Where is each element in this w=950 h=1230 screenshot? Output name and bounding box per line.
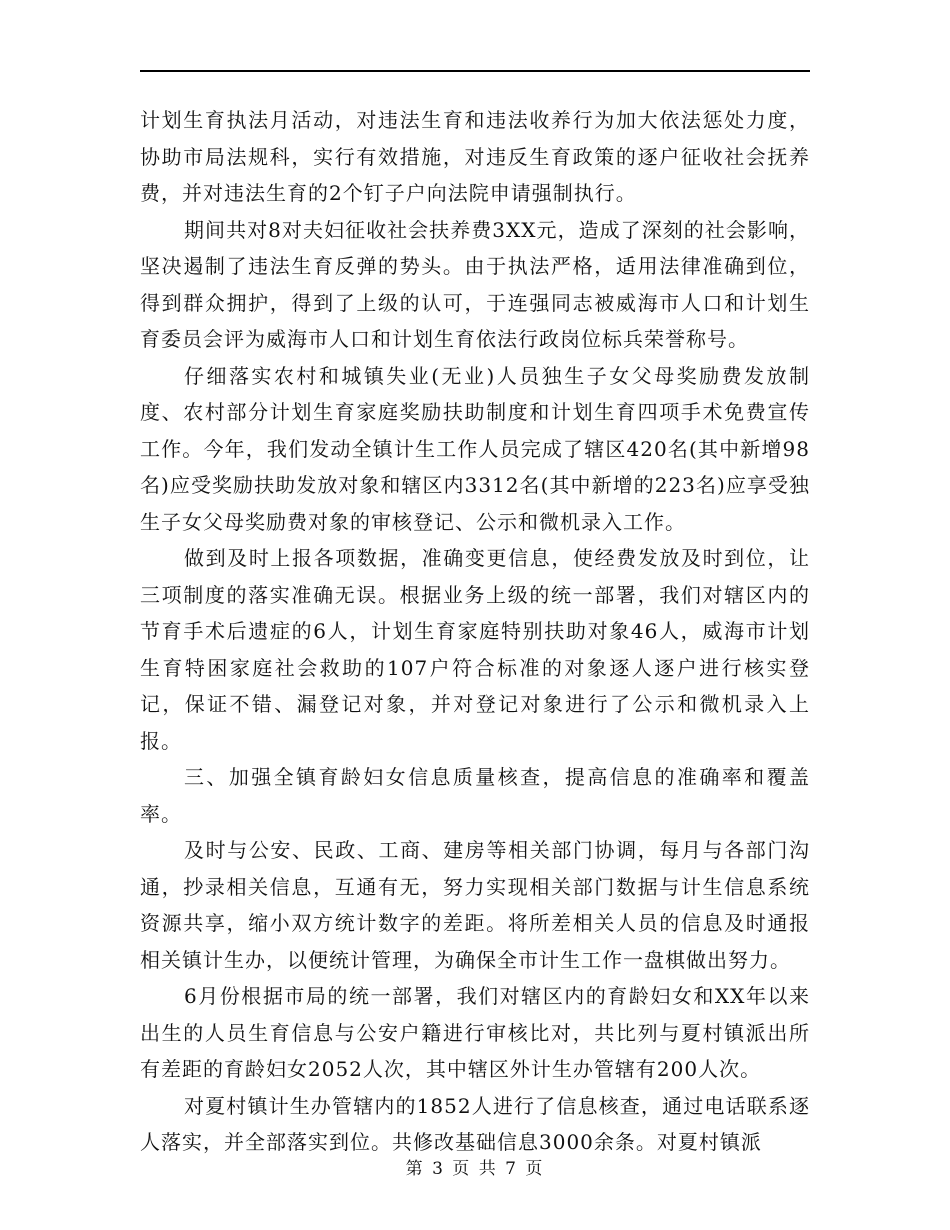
paragraph-4: 做到及时上报各项数据，准确变更信息，使经费发放及时到位，让三项制度的落实准确无误。根据业务上级的统一部署，我们对辖区内的节育手术后遗症的6人，计划生育家庭特别扶助对象46人，威海市计划生育特困家庭社会救助的107户符合标准的对象逐人逐户进行核实登记，保证不错、漏登记对象，并对登记对象进行了公示和微机录入上报。 <box>140 546 810 753</box>
page-footer: 第 3 页 共 7 页 <box>405 1159 545 1179</box>
paragraph-1: 计划生育执法月活动，对违法生育和违法收养行为加大依法惩处力度，协助市局法规科，实行有效措施，对违反生育政策的逐户征收社会抚养费，并对违法生育的2个钉子户向法院申请强制执行。 <box>140 108 810 205</box>
paragraph-2: 期间共对8对夫妇征收社会扶养费3XX元，造成了深刻的社会影响，坚决遏制了违法生育反弹的势头。由于执法严格，适用法律准确到位，得到群众拥护，得到了上级的认可，于连强同志被威海市人口和计划生育委员会评为威海市人口和计划生育依法行政岗位标兵荣誉称号。 <box>140 217 810 351</box>
paragraph-7: 6月份根据市局的统一部署，我们对辖区内的育龄妇女和XX年以来出生的人员生育信息与公安户籍进行审核比对，共比列与夏村镇派出所有差距的育龄妇女2052人次，其中辖区外计生办管辖有200人次。 <box>140 984 810 1081</box>
paragraph-6: 及时与公安、民政、工商、建房等相关部门协调，每月与各部门沟通，抄录相关信息，互通有无，努力实现相关部门数据与计生信息系统资源共享，缩小双方统计数字的差距。将所差相关人员的信息及时通报相关镇计生办，以便统计管理，为确保全市计生工作一盘棋做出努力。 <box>140 838 810 972</box>
paragraph-8: 对夏村镇计生办管辖内的1852人进行了信息核查，通过电话联系逐人落实，并全部落实到位。共修改基础信息3000余条。对夏村镇派 <box>140 1093 810 1154</box>
paragraph-3: 仔细落实农村和城镇失业(无业)人员独生子女父母奖励费发放制度、农村部分计划生育家庭奖励扶助制度和计划生育四项手术免费宣传工作。今年，我们发动全镇计生工作人员完成了辖区420名(其中新增98名)应受奖励扶助发放对象和辖区内3312名(其中新增的223名)应享受独生子女父母奖励费对象的审核登记、公示和微机录入工作。 <box>140 363 810 534</box>
header-rule <box>140 70 810 72</box>
section-heading-3: 三、加强全镇育龄妇女信息质量核查，提高信息的准确率和覆盖率。 <box>140 765 810 826</box>
document-body <box>140 102 810 1161</box>
